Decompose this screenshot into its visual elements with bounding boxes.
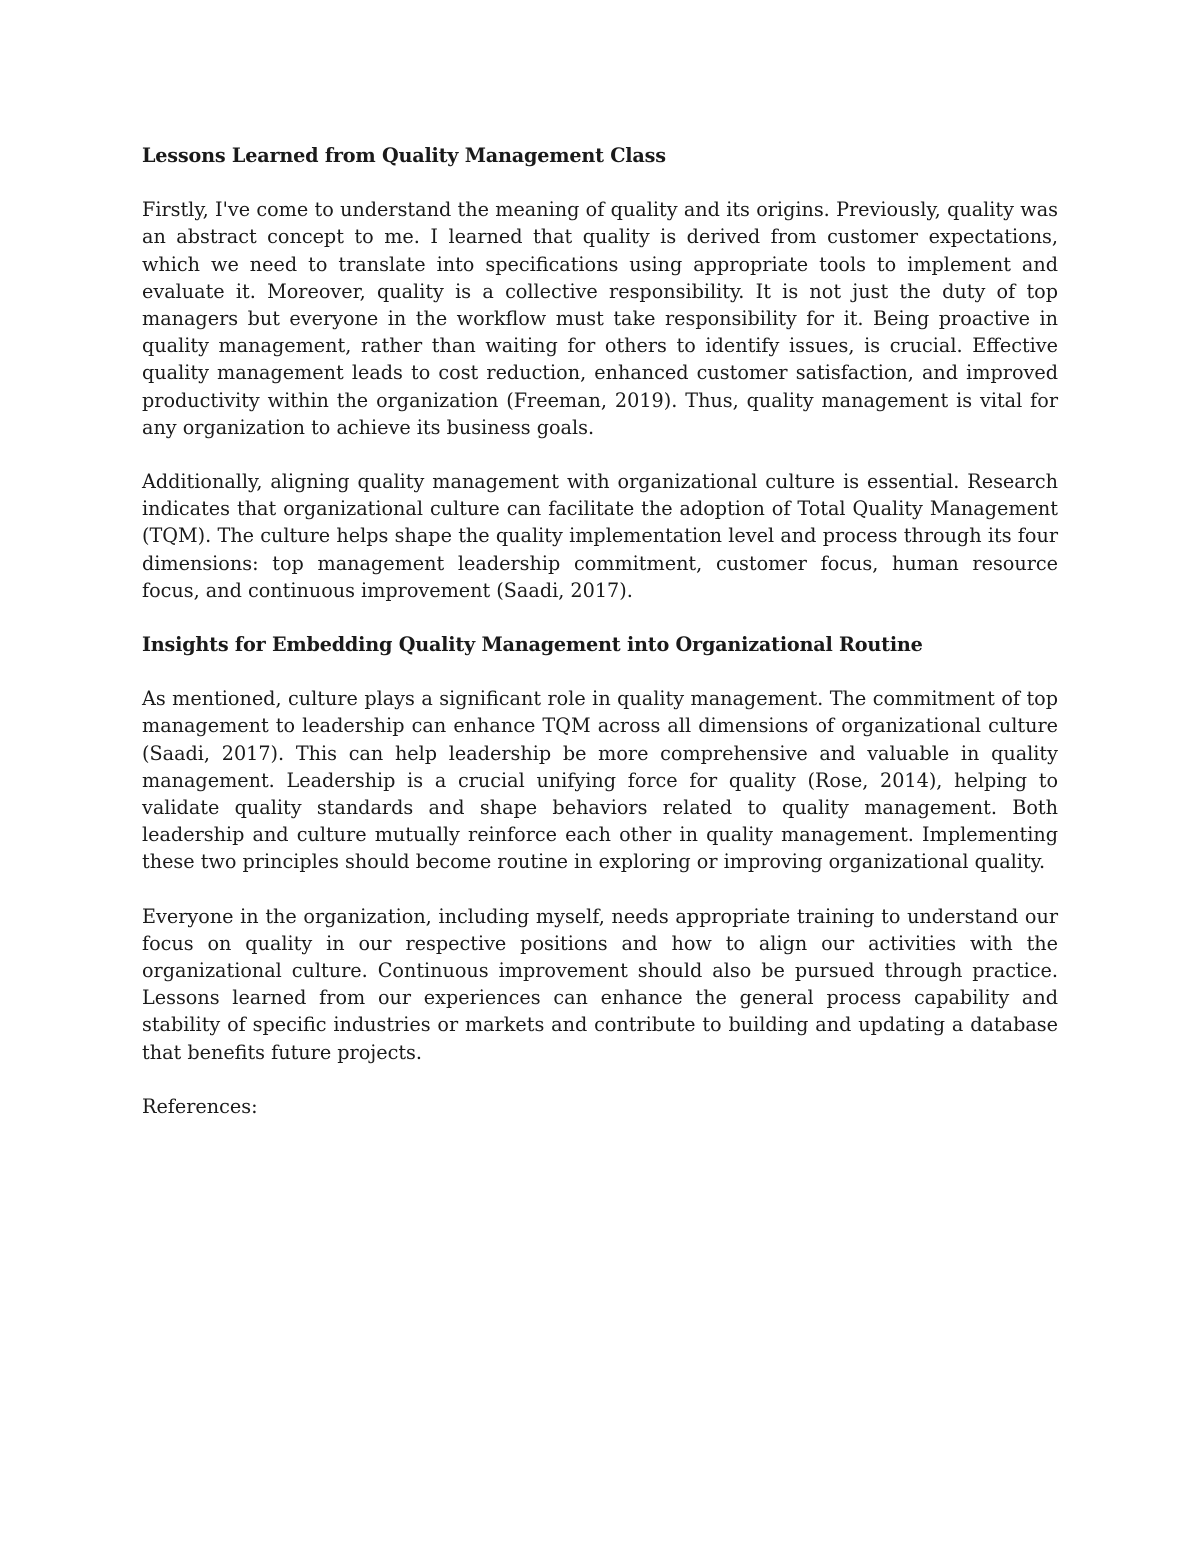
paragraph-meaning-of-quality: Firstly, I've come to understand the meaning of quality and its origins. Previously, quality was an abstract concept to me. I learned that quality is derived from customer expectations, which we need to translate into specifications using appropriate tools to implement and evaluate it. Moreover, quality is a collective responsibility. It is not just the duty of top managers but everyone in the workflow must take responsibility for it. Being proactive in quality management, rather than waiting for others to identify issues, is crucial. Effective quality management leads to cost reduction, enhanced customer satisfaction, and improved productivity within the organization (Freeman, 2019). Thus, quality management is vital for any organization to achieve its business goals.	[142, 198, 1058, 439]
section-heading-insights: Insights for Embedding Quality Management into Organizational Routine	[142, 633, 923, 657]
references-label: References:	[142, 1094, 258, 1118]
section-heading-lessons-learned: Lessons Learned from Quality Management Class	[142, 144, 666, 167]
paragraph-culture-and-leadership: As mentioned, culture plays a significant role in quality management. The commitment of top management to leadership can enhance TQM across all dimensions of organizational culture (Saadi, 2017). This can help leadership be more comprehensive and valuable in quality management. Leadership is a crucial unifying force for quality (Rose, 2014), helping to validate quality standards and shape behaviors related to quality management. Both leadership and culture mutually reinforce each other in quality management. Implementing these two principles should become routine in exploring or improving organizational quality.	[142, 687, 1058, 874]
paragraph-organizational-culture: Additionally, aligning quality management with organizational culture is essential. Research indicates that organizational culture can facilitate the adoption of Total Quality Management (TQM). The culture helps shape the quality implementation level and process through its four dimensions: top management leadership commitment, customer focus, human resource focus, and continuous improvement (Saadi, 2017).	[142, 470, 1058, 602]
paragraph-training-and-improvement: Everyone in the organization, including myself, needs appropriate training to understand our focus on quality in our respective positions and how to align our activities with the organizational culture. Continuous improvement should also be pursued through practice. Lessons learned from our experiences can enhance the general process capability and stability of specific industries or markets and contribute to building and updating a database that benefits future projects.	[142, 904, 1058, 1064]
document-body	[142, 142, 1058, 1120]
